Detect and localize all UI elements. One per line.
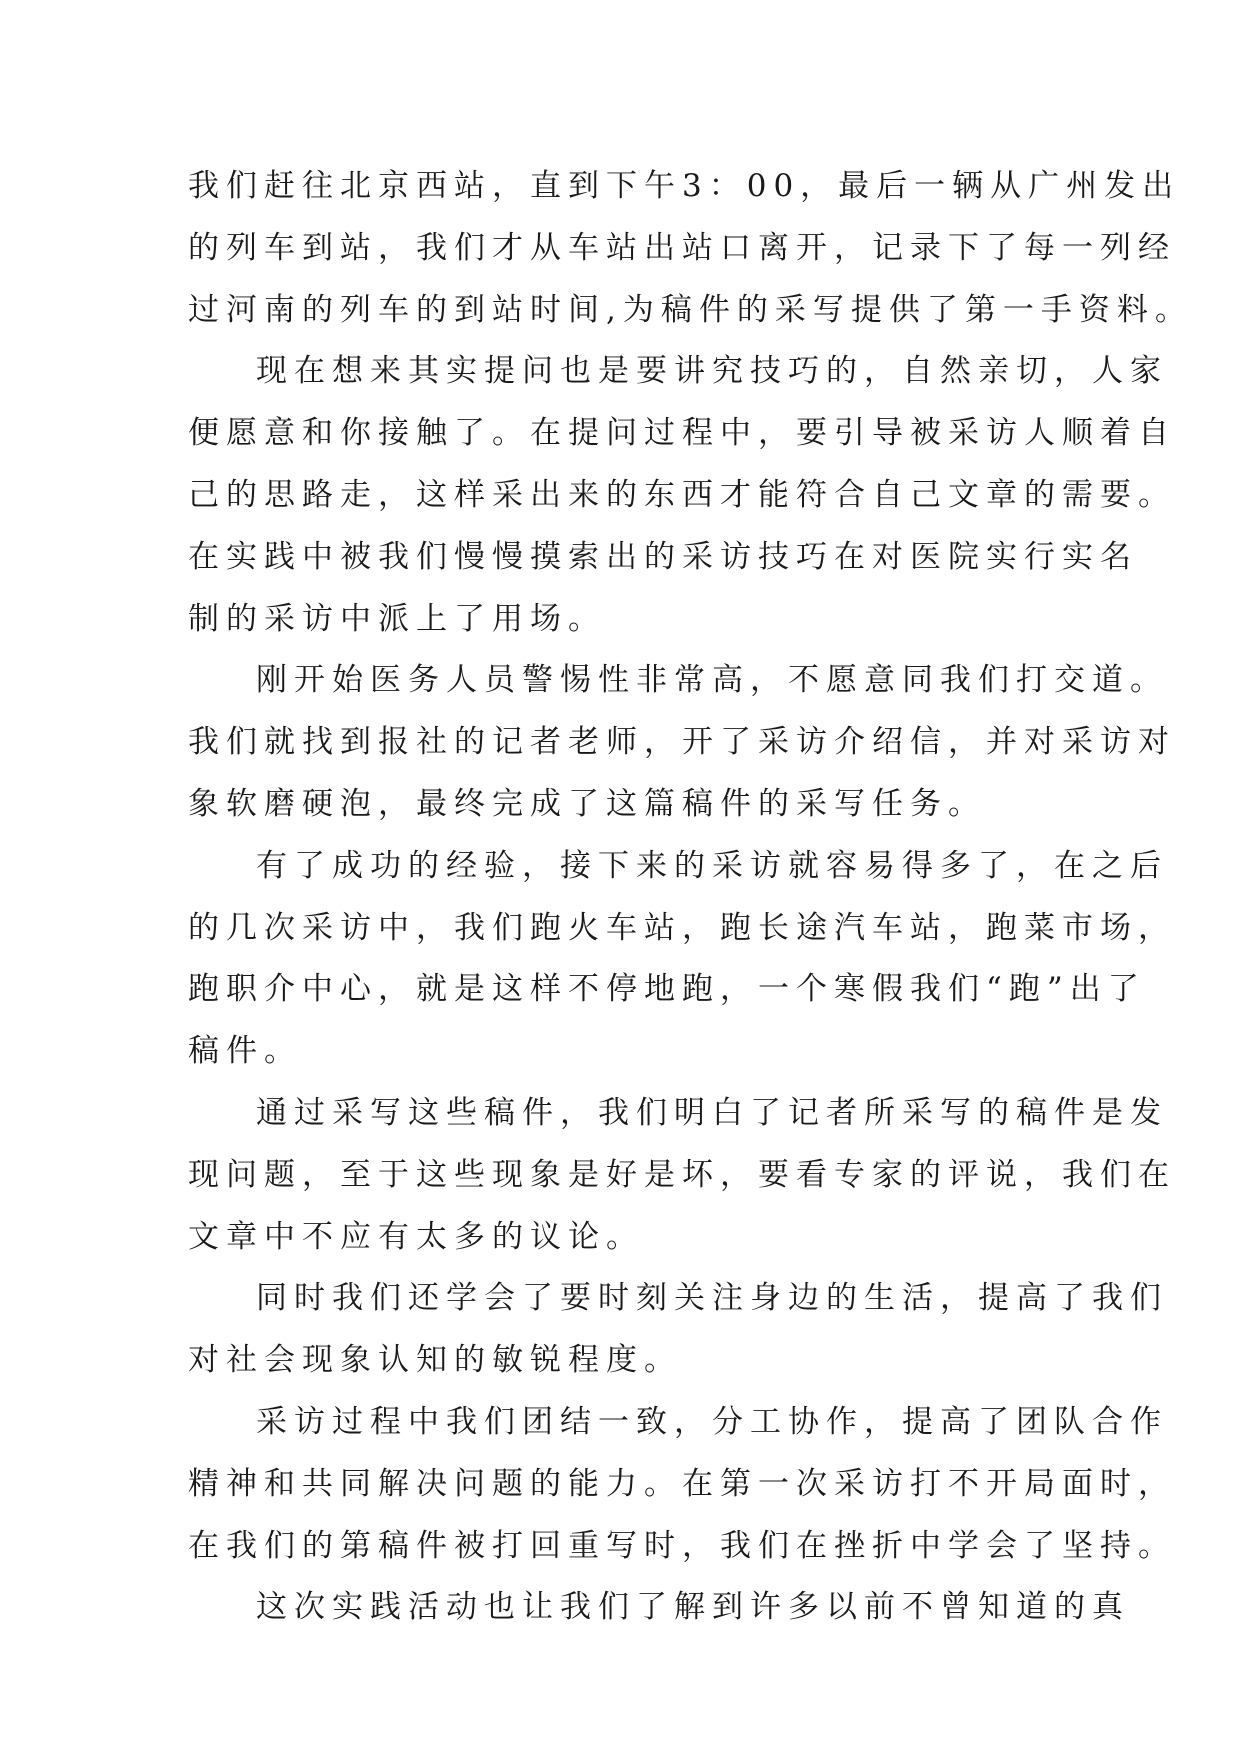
text-line: 跑职介中心，就是这样不停地跑，一个寒假我们“跑”出了 (188, 971, 1146, 1008)
text-line: 象软磨硬泡，最终完成了这篇稿件的采写任务。 (188, 785, 986, 822)
text-line: 便愿意和你接触了。在提问过程中，要引导被采访人顺着自 (188, 415, 1176, 452)
text-line: 对社会现象认知的敏锐程度。 (188, 1342, 682, 1379)
text-line: 己的思路走，这样采出来的东西才能符合自己文章的需要。 (188, 476, 1176, 513)
text-line: 精神和共同解决问题的能力。在第一次采访打不开局面时， (188, 1465, 1176, 1502)
text-line: 稿件。 (188, 1033, 302, 1070)
body-text (188, 156, 1193, 1639)
text-line: 现问题，至于这些现象是好是坏，要看专家的评说，我们在 (188, 1156, 1176, 1193)
text-line: 在实践中被我们慢慢摸索出的采访技巧在对医院实行实名 (188, 538, 1138, 575)
text-line: 制的采访中派上了用场。 (188, 600, 606, 637)
text-line: 的列车到站，我们才从车站出站口离开，记录下了每一列经 (188, 229, 1176, 266)
text-line: 在我们的第稿件被打回重写时，我们在挫折中学会了坚持。 (188, 1527, 1176, 1564)
text-line: 的几次采访中，我们跑火车站，跑长途汽车站，跑菜市场， (188, 909, 1176, 946)
paragraph-first-line: 现在想来其实提问也是要讲究技巧的，自然亲切，人家 (256, 353, 1168, 390)
paragraph-first-line: 有了成功的经验，接下来的采访就容易得多了，在之后 (256, 847, 1168, 884)
paragraph-first-line: 采访过程中我们团结一致，分工协作，提高了团队合作 (256, 1403, 1168, 1440)
text-line: 我们赶往北京西站，直到下午3：00，最后一辆从广州发出 (188, 168, 1181, 204)
text-line: 文章中不应有太多的议论。 (188, 1218, 644, 1255)
text-line: 过河南的列车的到站时间,为稿件的采写提供了第一手资料。 (188, 291, 1193, 328)
text-line: 我们就找到报社的记者老师，开了采访介绍信，并对采访对 (188, 724, 1176, 761)
paragraph-first-line: 通过采写这些稿件，我们明白了记者所采写的稿件是发 (256, 1094, 1168, 1131)
paragraph-first-line: 刚开始医务人员警惕性非常高，不愿意同我们打交道。 (256, 662, 1168, 699)
paragraph-first-line: 这次实践活动也让我们了解到许多以前不曾知道的真 (256, 1589, 1130, 1626)
paragraph-first-line: 同时我们还学会了要时刻关注身边的生活，提高了我们 (256, 1280, 1168, 1317)
